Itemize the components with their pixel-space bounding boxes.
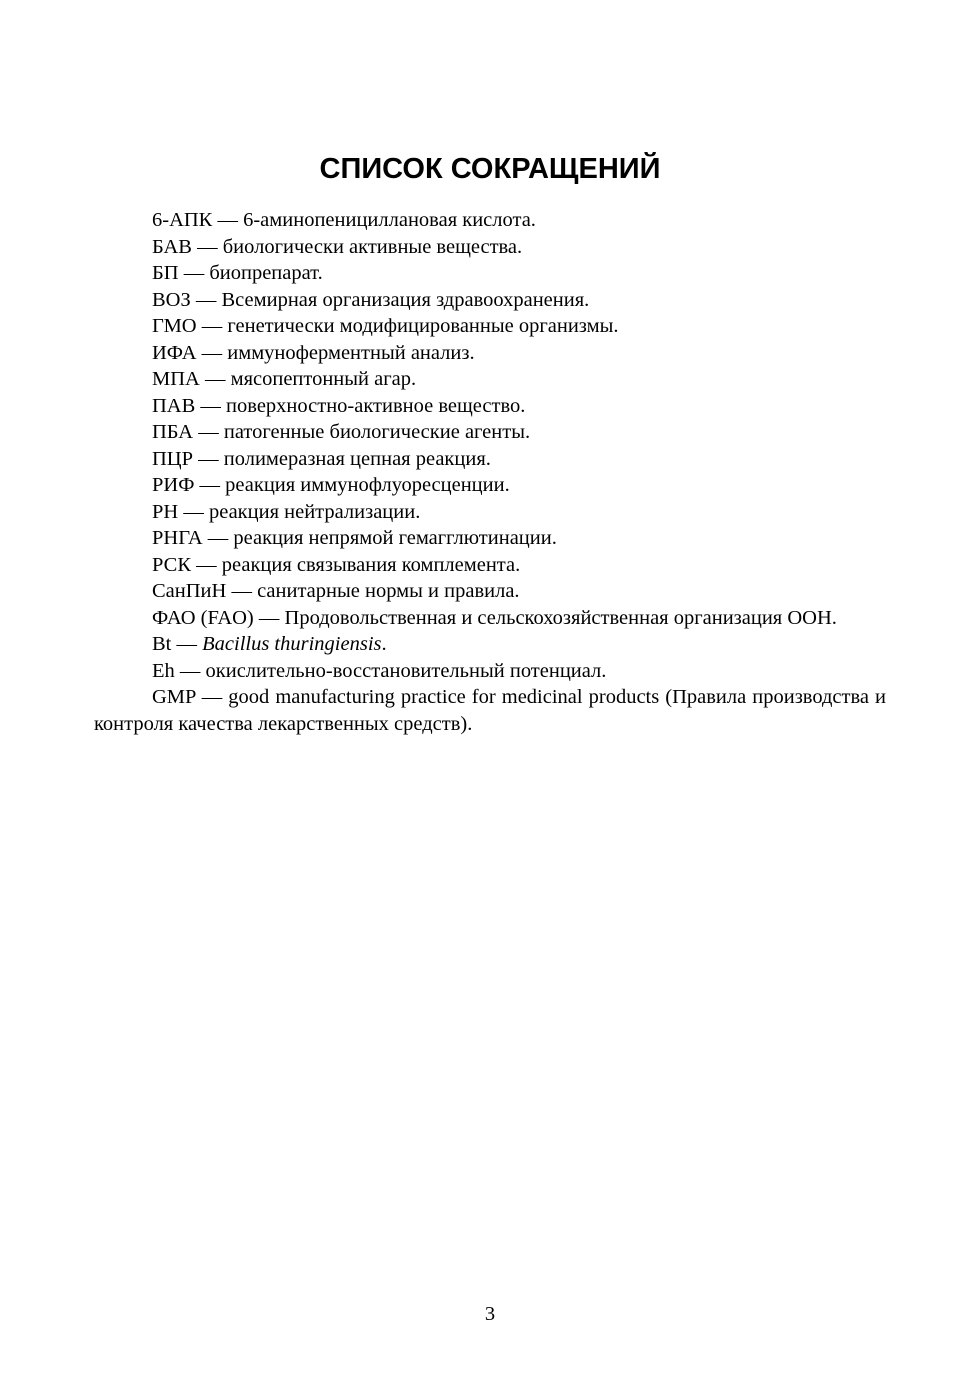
abbreviation: ПЦР bbox=[152, 447, 194, 470]
definition: реакция нейтрализации. bbox=[208, 500, 421, 523]
abbreviation: БАВ bbox=[152, 235, 192, 258]
abbreviation-entry bbox=[94, 472, 886, 499]
separator: — bbox=[253, 606, 285, 629]
separator: — bbox=[195, 394, 227, 417]
separator: — bbox=[199, 368, 231, 390]
separator: — bbox=[196, 315, 228, 337]
abbreviation-entry bbox=[94, 578, 886, 605]
abbreviation: Bt bbox=[152, 633, 172, 655]
abbreviation-entry bbox=[94, 313, 886, 340]
page-number: 3 bbox=[484, 1303, 496, 1325]
abbreviation-entry bbox=[94, 207, 886, 234]
definition: Всемирная организация здравоохранения. bbox=[221, 288, 590, 311]
abbreviation: ГМО bbox=[152, 315, 197, 337]
abbreviation: 6-АПК bbox=[152, 209, 213, 231]
separator: — bbox=[194, 474, 226, 496]
abbreviation-entry bbox=[94, 419, 886, 446]
abbreviation-entry bbox=[94, 234, 886, 261]
abbreviation-entry bbox=[94, 525, 886, 552]
separator: — bbox=[196, 341, 228, 364]
definition: Продовольственная и сельскохозяйственная организация ООН. bbox=[284, 606, 837, 629]
separator: — bbox=[202, 527, 234, 549]
definition: генетически модифицированные организмы. bbox=[227, 315, 619, 337]
abbreviation-entry bbox=[94, 393, 886, 420]
separator: — bbox=[212, 209, 244, 231]
abbreviation: МПА bbox=[152, 368, 200, 390]
abbreviation-entry bbox=[94, 340, 886, 367]
separator: — bbox=[191, 553, 222, 576]
abbreviation-entry bbox=[94, 287, 886, 314]
definition: биопрепарат. bbox=[209, 262, 323, 284]
definition-suffix: . bbox=[381, 633, 387, 655]
separator: — bbox=[191, 235, 223, 258]
abbreviation-entry bbox=[94, 260, 886, 287]
page-title: СПИСОК СОКРАЩЕНИЙ bbox=[319, 153, 661, 185]
definition: полимеразная цепная реакция. bbox=[223, 447, 491, 470]
separator: — bbox=[226, 580, 258, 602]
definition: мясопептонный агар. bbox=[230, 368, 417, 390]
abbreviation-entry bbox=[94, 605, 886, 632]
abbreviation: ФАО (FAO) bbox=[152, 606, 254, 629]
abbreviation-entry bbox=[94, 658, 886, 685]
abbreviation: ВОЗ bbox=[152, 288, 191, 311]
abbreviation-entry bbox=[94, 552, 886, 579]
abbreviation-entry bbox=[94, 684, 886, 737]
definition: good manufacturing practice for medicinal products (Правила производства и контроля качества лекарственных средств). bbox=[94, 686, 887, 735]
separator: — bbox=[193, 421, 224, 443]
definition: поверхностно-активное вещество. bbox=[226, 394, 526, 417]
definition: 6-аминопенициллановая кислота. bbox=[243, 209, 536, 231]
abbreviation: РСК bbox=[152, 553, 191, 576]
separator: — bbox=[195, 686, 229, 708]
separator: — bbox=[174, 659, 206, 682]
definition: иммуноферментный анализ. bbox=[227, 341, 475, 364]
abbreviation: БП bbox=[152, 262, 179, 284]
abbreviation: ПБА bbox=[152, 421, 194, 443]
separator: — bbox=[171, 633, 203, 655]
abbreviation: РН bbox=[152, 500, 179, 523]
abbreviation: ИФА bbox=[152, 341, 197, 364]
abbreviation: GMP bbox=[152, 686, 196, 708]
separator: — bbox=[193, 447, 224, 470]
definition: Bacillus thuringiensis bbox=[202, 633, 382, 655]
abbreviation-entry bbox=[94, 366, 886, 393]
separator: — bbox=[190, 288, 222, 311]
definition: санитарные нормы и правила. bbox=[257, 580, 520, 602]
abbreviation-entry bbox=[94, 499, 886, 526]
definition: биологически активные вещества. bbox=[222, 235, 523, 258]
abbreviation-list bbox=[94, 207, 886, 737]
separator: — bbox=[178, 500, 209, 523]
abbreviation: ПАВ bbox=[152, 394, 196, 417]
abbreviation: Eh bbox=[152, 659, 175, 682]
separator: — bbox=[178, 262, 210, 284]
definition: патогенные биологические агенты. bbox=[223, 421, 531, 443]
abbreviation: СанПиН bbox=[152, 580, 227, 602]
abbreviation: РИФ bbox=[152, 474, 195, 496]
abbreviation: РНГА bbox=[152, 527, 203, 549]
definition: реакция непрямой гемагглютинации. bbox=[233, 527, 557, 549]
definition: реакция связывания комплемента. bbox=[221, 553, 521, 576]
abbreviation-entry bbox=[94, 446, 886, 473]
abbreviation-entry bbox=[94, 631, 886, 658]
definition: окислительно-восстановительный потенциал. bbox=[205, 659, 607, 682]
definition: реакция иммунофлуоресценции. bbox=[225, 474, 510, 496]
